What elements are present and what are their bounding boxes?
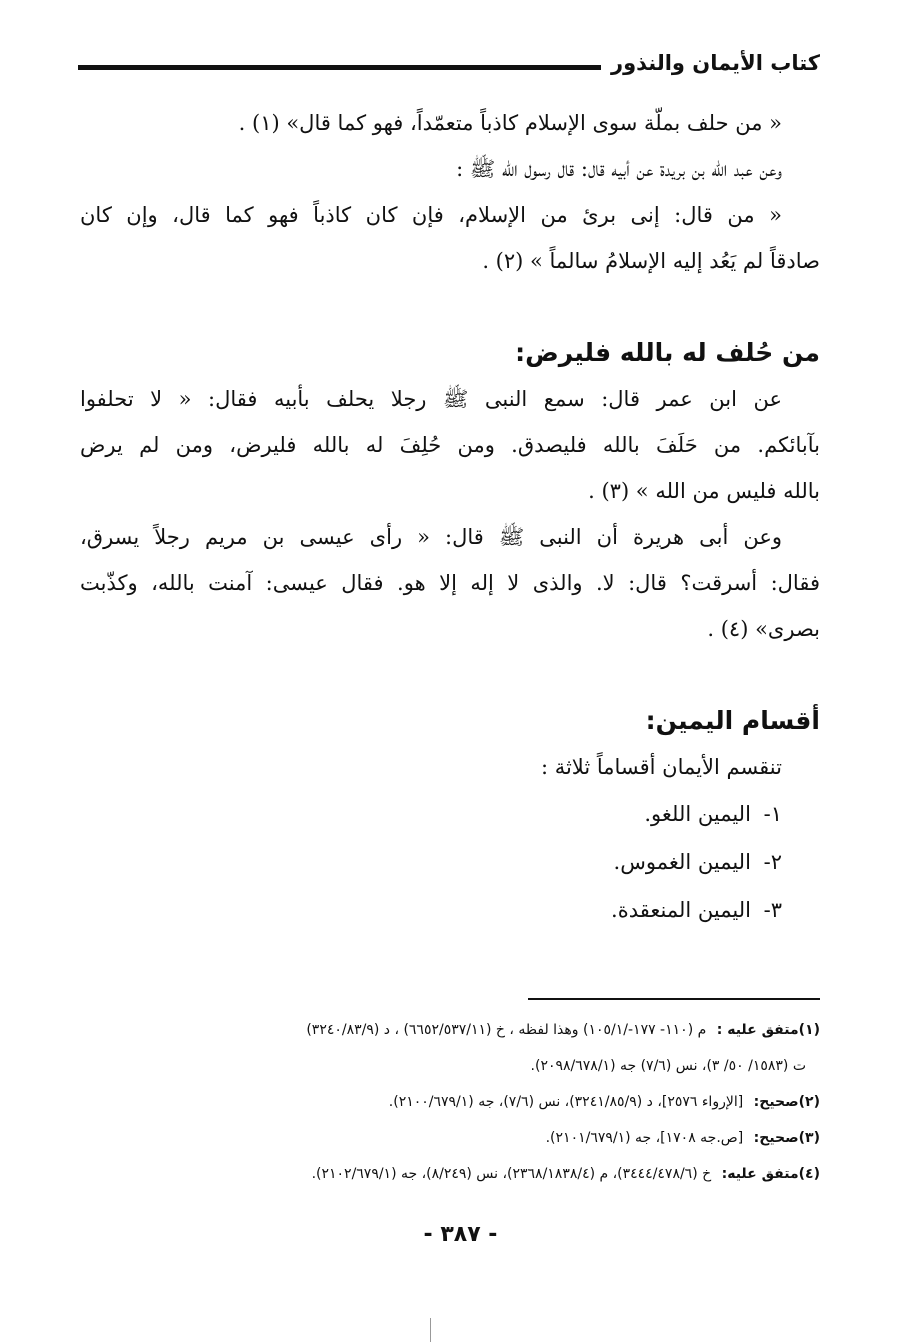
list-text: اليمين اللغو.	[644, 802, 751, 826]
text-line: عن ابن عمر قال: سمع النبى ﷺ رجلا يحلف بأبيه فقال: « لا تحلفوا	[80, 387, 782, 411]
footnote	[88, 1156, 820, 1192]
section-swearing-by-allah	[80, 330, 820, 652]
footnote-tag: (٣)صحيح:	[753, 1130, 820, 1146]
footnote-tag: (١)متفق عليه :	[716, 1022, 820, 1038]
text-line: بصرى» (٤) .	[707, 617, 820, 641]
list-item	[80, 886, 820, 934]
list-item	[80, 838, 820, 886]
footnote-rule	[528, 998, 820, 1000]
footnote-text: م (١١٠- ١٧٧-/١٠٥/١) وهذا لفظه ، خ (٦٦٥٢/٥٣٧/١١) ، د (٣٢٤٠/٨٣/٩)	[306, 1022, 707, 1038]
section-heading: من حُلف له بالله فليرض:	[515, 338, 820, 367]
list-number: ٣-	[763, 898, 782, 922]
list-text: اليمين المنعقدة.	[611, 898, 751, 922]
footnote-text: خ (٣٤٤٤/٤٧٨/٦)، م (٢٣٦٨/١٨٣٨/٤)، نس (٨/٢٤٩)، جه (٢١٠٢/٦٧٩/١).	[311, 1166, 712, 1182]
page-number: - ٣٨٧ -	[423, 1222, 498, 1247]
section-heading: أقسام اليمين:	[645, 706, 820, 735]
section-types-of-oath	[80, 698, 820, 934]
list-item	[80, 790, 820, 838]
text-line: وعن عبد الله بن بريدة عن أبيه قال: قال رسول الله ﷺ :	[456, 157, 782, 181]
page-header	[78, 42, 820, 84]
footnote-text: [الإرواء ٢٥٧٦]، د (٣٢٤١/٨٥/٩)، نس (٧/٦)، جه (٢١٠٠/٦٧٩/١).	[388, 1094, 744, 1110]
footnotes	[88, 1012, 820, 1192]
footnote	[88, 1120, 820, 1156]
footnote	[88, 1084, 820, 1120]
text-line: بآبائكم. من حَلَفَ بالله فليصدق. ومن حُلِفَ له بالله فليرض، ومن لم يرض	[80, 433, 820, 457]
scan-mark	[430, 1318, 431, 1342]
text-line: صادقاً لم يَعُد إليه الإسلامُ سالماً » (٢) .	[482, 249, 820, 273]
paragraph-hadith-1	[80, 100, 820, 284]
footnote	[88, 1012, 820, 1048]
text-line: فقال: أسرقت؟ قال: لا. والذى لا إله إلا هو. فقال عيسى: آمنت بالله، وكذّبت	[80, 571, 820, 595]
footnote-text: [ص.جه ١٧٠٨]، جه (٢١٠١/٦٧٩/١).	[545, 1130, 744, 1146]
text-line: وعن أبى هريرة أن النبى ﷺ قال: « رأى عيسى بن مريم رجلاً يسرق،	[80, 525, 782, 549]
footnote-tag: (٢)صحيح:	[753, 1094, 820, 1110]
list-text: اليمين الغموس.	[613, 850, 751, 874]
text-line: تنقسم الأيمان أقساماً ثلاثة :	[540, 755, 782, 779]
text-line: بالله فليس من الله » (٣) .	[588, 479, 820, 503]
list-number: ١-	[763, 802, 782, 826]
text-line: « من حلف بملّة سوى الإسلام كاذباً متعمّداً، فهو كما قال» (١) .	[238, 111, 782, 135]
footnote-continuation	[88, 1048, 820, 1084]
footnote-text: ت (١٥٨٣/ ٥٠/ ٣)، نس (٧/٦) جه (٢٠٩٨/٦٧٨/١).	[530, 1058, 806, 1074]
text-line: « من قال: إنى برئ من الإسلام، فإن كان كاذباً فهو كما قال، وإن كان	[80, 203, 782, 227]
footnote-tag: (٤)متفق عليه:	[721, 1166, 820, 1182]
header-rule	[78, 65, 601, 70]
list-number: ٢-	[763, 850, 782, 874]
running-title: كتاب الأيمان والنذور	[611, 51, 820, 75]
